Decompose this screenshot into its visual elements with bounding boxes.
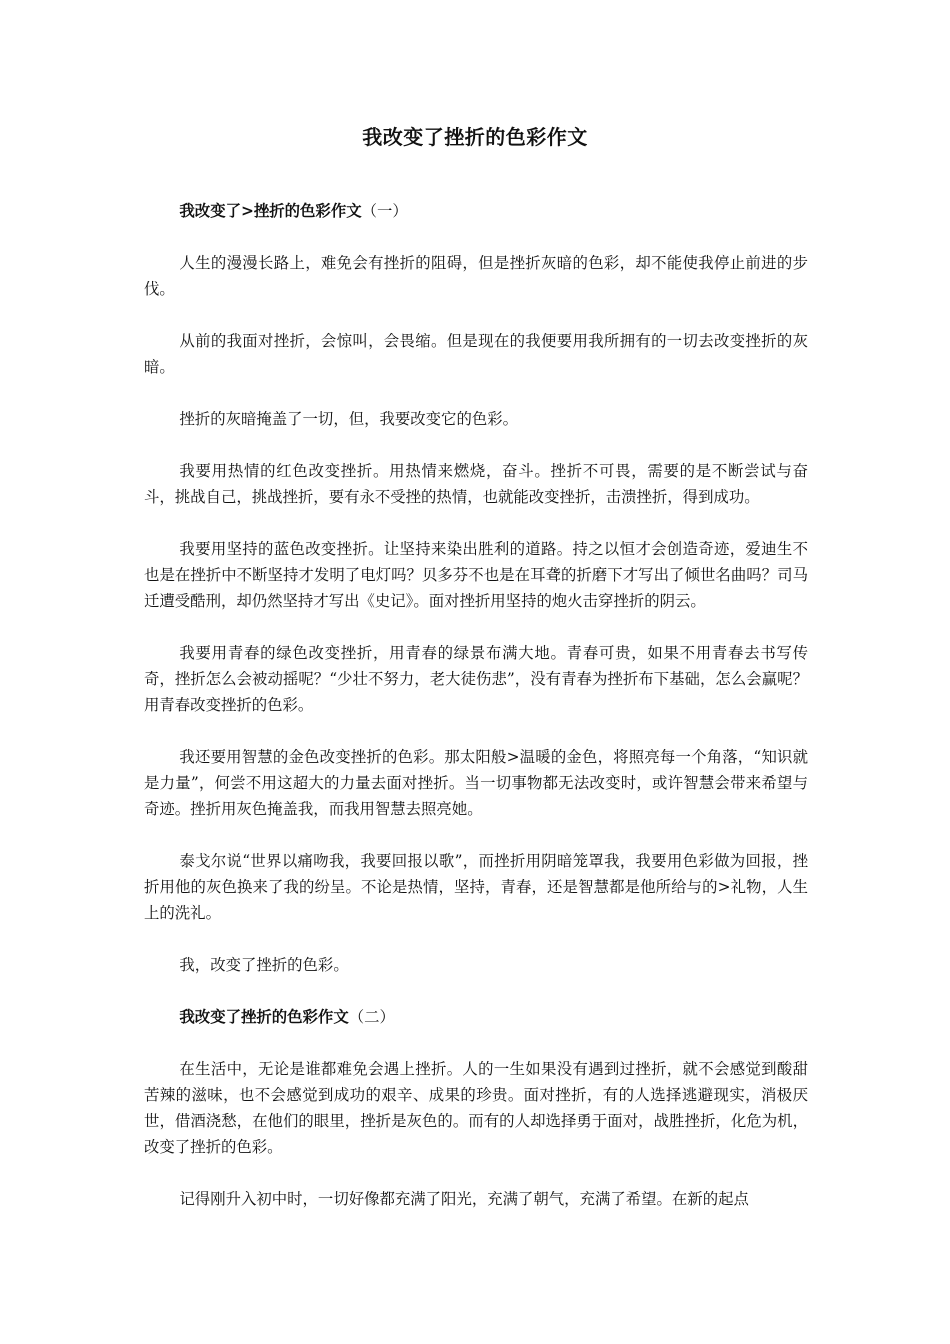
paragraph: 我要用热情的红色改变挫折。用热情来燃烧，奋斗。挫折不可畏，需要的是不断尝试与奋斗，挑战自己，挑战挫折，要有永不受挫的热情，也就能改变挫折，击溃挫折，得到成功。: [144, 462, 808, 506]
section-1: [144, 198, 808, 978]
document-title: 我改变了挫折的色彩作文: [362, 125, 588, 149]
section-heading-title: 我改变了挫折的色彩作文: [179, 1008, 349, 1026]
paragraph: 从前的我面对挫折，会惊叫，会畏缩。但是现在的我便要用我所拥有的一切去改变挫折的灰暗。: [144, 332, 808, 376]
section-heading: [144, 198, 808, 224]
paragraph: 泰戈尔说“世界以痛吻我，我要回报以歌”，而挫折用阴暗笼罩我，我要用色彩做为回报，挫折用他的灰色换来了我的纷呈。不论是热情，坚持，青春，还是智慧都是他所给与的>礼物，人生上的洗礼。: [144, 852, 808, 922]
section-heading-number: （二）: [348, 1008, 395, 1026]
paragraph: 我要用坚持的蓝色改变挫折。让坚持来染出胜利的道路。持之以恒才会创造奇迹，爱迪生不也是在挫折中不断坚持才发明了电灯吗？贝多芬不也是在耳聋的折磨下才写出了倾世名曲吗？司马迁遭受酷刑，却仍然坚持才写出《史记》。面对挫折用坚持的炮火击穿挫折的阴云。: [144, 540, 808, 610]
section-heading-title: 我改变了>挫折的色彩作文: [179, 202, 362, 220]
paragraph: 挫折的灰暗掩盖了一切，但，我要改变它的色彩。: [179, 410, 519, 428]
paragraph: 人生的漫漫长路上，难免会有挫折的阻碍，但是挫折灰暗的色彩，却不能使我停止前进的步伐。: [144, 254, 808, 298]
document-body: [144, 198, 808, 1238]
paragraph: 我还要用智慧的金色改变挫折的色彩。那太阳般>温暖的金色，将照亮每一个角落，“知识就是力量”，何尝不用这超大的力量去面对挫折。当一切事物都无法改变时，或许智慧会带来希望与奇迹。挫折用灰色掩盖我，而我用智慧去照亮她。: [144, 748, 808, 818]
paragraph: 在生活中，无论是谁都难免会遇上挫折。人的一生如果没有遇到过挫折，就不会感觉到酸甜苦辣的滋味，也不会感觉到成功的艰辛、成果的珍贵。面对挫折，有的人选择逃避现实，消极厌世，借酒浇愁，在他们的眼里，挫折是灰色的。而有的人却选择勇于面对，战胜挫折，化危为机，改变了挫折的色彩。: [144, 1060, 808, 1156]
paragraph: 记得刚升入初中时，一切好像都充满了阳光，充满了朝气，充满了希望。在新的起点: [179, 1190, 749, 1208]
paragraph: 我要用青春的绿色改变挫折，用青春的绿景布满大地。青春可贵，如果不用青春去书写传奇，挫折怎么会被动摇呢？“少壮不努力，老大徒伤悲”，没有青春为挫折布下基础，怎么会赢呢？用青春改变挫折的色彩。: [144, 644, 808, 714]
section-heading: [144, 1004, 808, 1030]
section-2: [144, 1004, 808, 1212]
paragraph: 我，改变了挫折的色彩。: [179, 956, 349, 974]
section-heading-number: （一）: [361, 202, 408, 220]
